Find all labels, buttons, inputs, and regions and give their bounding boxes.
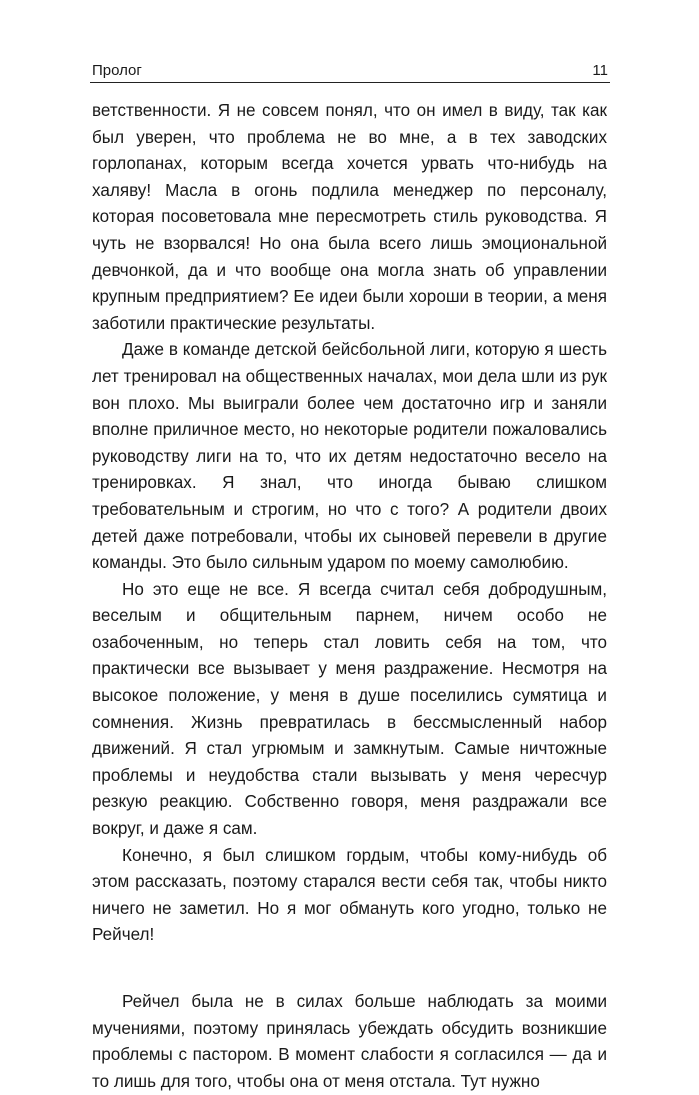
paragraph: Но это еще не все. Я всегда считал себя добродушным, веселым и общительным парнем, ничем особо не озабоченным, но теперь стал ловить себя на том, что практически все вызывает у меня раздражение. Несмотря на высокое положение, у меня в душе поселились сумятица и сомнения. Жизнь превратилась в бессмысленный набор движений. Я стал угрюмым и замкнутым. Самые ничтожные проблемы и неудобства стали вызывать у меня чересчур резкую реакцию. Собственно говоря, меня раздражали все вокруг, и даже я сам. [92, 579, 607, 839]
running-header [90, 60, 610, 83]
paragraph: Конечно, я был слишком гордым, чтобы кому-нибудь об этом рассказать, поэтому старался вести себя так, чтобы никто ничего не заметил. Но я мог обмануть кого угодно, только не Рейчел! [92, 845, 607, 945]
page-number: 11 [592, 62, 608, 79]
chapter-title: Пролог [92, 62, 142, 79]
paragraph: Даже в команде детской бейсбольной лиги, которую я шесть лет тренировал на общественных началах, мои дела шли из рук вон плохо. Мы выиграли более чем достаточно игр и заняли вполне приличное место, но некоторые родители пожаловались руководству лиги на то, что их детям недостаточно весело на тренировках. Я знал, что иногда бываю слишком требовательным и строгим, но что с того? А родители двоих детей даже потребовали, чтобы их сыновей перевели в другие команды. Это было сильным ударом по моему самолюбию. [92, 340, 607, 573]
paragraph: Рейчел была не в силах больше наблюдать за моими мучениями, поэтому принялась убеждать обсудить возникшие проблемы с пастором. В момент слабости я согласился — да и то лишь для того, чтобы она от меня отстала. Тут нужно [92, 992, 607, 1091]
section-break [92, 949, 607, 989]
body-text [92, 98, 607, 1095]
paragraph-continued: ветственности. Я не совсем понял, что он имел в виду, так как был уверен, что проблема не во мне, а в тех заводских горлопанах, которым всегда хочется урвать что-нибудь на халяву! Масла в огонь подлила менеджер по персоналу, которая посоветовала мне пересмотреть стиль руководства. Я чуть не взорвался! Но она была всего лишь эмоциональной девчонкой, да и что вообще она могла знать об управлении крупным предприятием? Ее идеи были хороши в теории, а меня заботили практические результаты. [92, 101, 607, 333]
